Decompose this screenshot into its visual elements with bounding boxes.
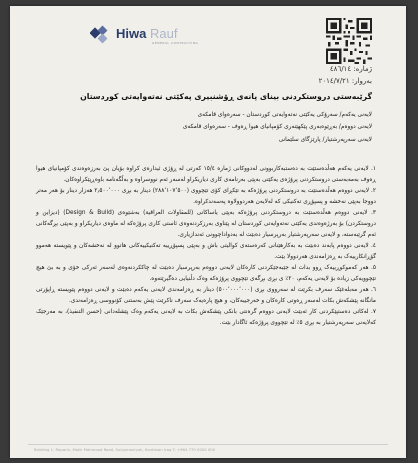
qr-code (326, 18, 372, 64)
clause-1: ١. لایەنی یەکەم هەڵدەستێت بە دەستبەکاربوونی لەدووکانی ژمارە ١٥/٤ کەرتی لە ڕۆژی ئیدارەی کراوە بۆیان پێ بەرزەوەندی کۆمپانیای هیوا ڕەوف بەمەبەستی دروستکردنی پرۆژەی یەکێتی بەپێی بەرنامەی کاری دیاریکراو لەسەر ئەم نووسراوە و بەڵگەنامە باوەڕپێکراوەکان. (36, 166, 376, 183)
contract-body (36, 164, 376, 329)
clause-7: ٧. لەکاتی دەستپێکردنی کار ئەبێت لایەنی دووەم گرەنتی بانکی پێشکەش بکات بە لایەنی یەکەم وەک پێشلەدانی (حسن التنفیذ)، بە مەرجێک کەلایەنی سەرپەرشتیار بە بڕی ٥٪ لە تێچووی پرۆژەکە ئاگادار بێت. (36, 309, 376, 327)
clause-4: ٤. لایەنی دووەم پابەند دەبێت بە بەکارهێنانی کەرەستەی کوالیتی باش و بەپێی پسپۆڕییە تەکنیکییەکانی هاتوو لە نەخشەکان و پێویستە هەموو گۆڕانکارییەک بە ڕەزامەندی هەردوولا بێت. (36, 243, 376, 260)
logo-mark-icon (90, 24, 112, 46)
party-second: لایەنی دووەم/ بەڕێوەبەری پێکهێنەری کۆمپانیای هیوا ڕەوف - سەرەوای قامکەی (182, 124, 372, 131)
reference-date: بەروار: ٢٠١٤/٧/٢١ (318, 77, 372, 85)
footer-address: Building 1, Raparin, Malik Mahmood Road, Sulaymaniyah, Kurdistan Iraq T: +964 770 0000 000 (34, 447, 216, 452)
letter-page (10, 6, 406, 458)
letter-footer (28, 444, 388, 457)
clause-6: ٦. هەر مەبلەغێک سەرف بکرێت لە سەرووی بڕی (٥٠٠٬٠٠٠٬٠٠٠) دینار بە ڕەزامەندی لایەنی یەکەم دەبێت و لایەنی دووەم پێویستە ڕاپۆرتی مانگانە پێشکەش بکات لەسەر ڕەوتی کارەکان و خەرجییەکان، و هیچ پارەیەک سەرف ناکرێت پێش بەستنی کۆنووسی ڕەزامەندی. (36, 287, 376, 305)
logo-subtitle: GENERAL CONTRACTING (152, 41, 199, 45)
clause-2: ٢. لایەنی دووەم هەڵدەستێت بە دروستکردنی پرۆژەکە بە تێکڕای کۆی تێچووی (٢٨٨٬١٠٧٬٥٠٠) دینار بە بڕی ٢٫٥٠٠٬٠٠٠ هەزار دینار بۆ هەر مەتر دووجا بەپێی نەخشە و پسپۆڕی تەکنیکی کە لەلایەن هەردوولاوە پەسەندکراوە. (36, 188, 376, 205)
logo-wordmark (116, 26, 177, 41)
party-first: لایەنی یەکەم/ سەرۆکی یەکێتی نەتەوایەتی کوردستان - سەرەوای قامکەی (197, 112, 372, 118)
party-supervisor: لایەنی سەرپەرشتیار/ پارێزگای سلێمانی (278, 136, 372, 143)
company-logo (90, 24, 199, 50)
reference-number: ژماره: ٤٨٦/١٤ (329, 65, 372, 73)
parties-list (50, 109, 372, 146)
logo-word-hiwa: Hiwa (116, 26, 147, 41)
logo-word-rauf: Rauf (149, 26, 178, 41)
clause-3: ٣. لایەنی دووەم هەڵدەستێت بە دروستکردنی پرۆژەکە بەپێی یاساکانی (للمقاولات العراقیة) بەشێوەی (Design & Build) (دیزاین و دروستکردن) بۆ بەرژەوەندی یەکێتی نەتەوایەتی کوردستان لە پێناوی بەرزکردنەوەی ئاستی کاری پرۆژەکە لە ماوەی دیاریکراو و بەپێی بڕگەکانی ئەم گرێبەستە، و لایەنی سەرپەرشتیار بەرپرسیار دەبێت لە بەدواداچوونی ئەندازیاری. (36, 210, 376, 238)
document-title: گرێبەستی دروستکردنی بینای پانەی ڕۆشنبیری پەکێتی نەتەوایەتی کوردستان (80, 92, 372, 101)
clause-5: ٥. هەر کەموکوڕییەک ڕوو بدات لە جێبەجێکردنی کارەکان لایەنی دووەم بەرپرسیار دەبێت لە چاککردنەوەی لەسەر ئەرکی خۆی و بە بێ هیچ تێچوویەکی زیادە بۆ لایەنی یەکەم، ٢٠٪ ی بڕی بڕگەی تێچووی پرۆژەکە وەک دڵنیایی دەگیرێتەوە. (36, 265, 376, 282)
